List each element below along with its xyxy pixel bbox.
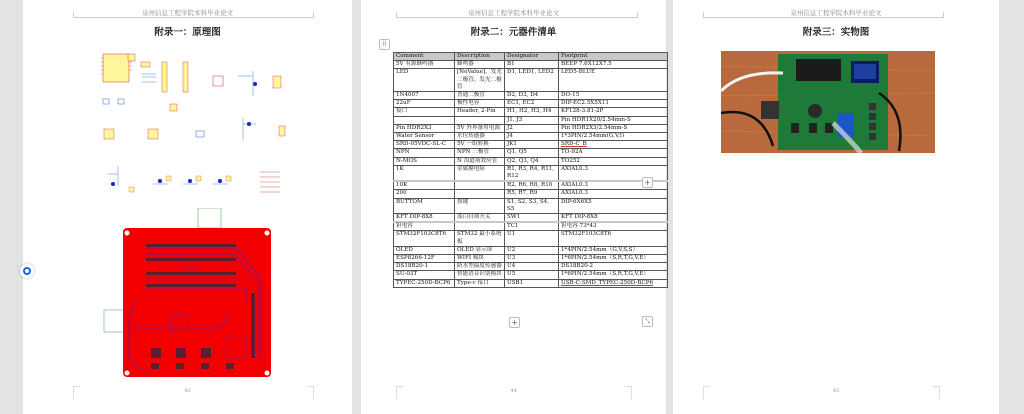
cell[interactable]: N-MOS xyxy=(394,157,455,165)
cell[interactable]: STM32F103C8T6 xyxy=(559,231,668,246)
table-row xyxy=(394,133,668,141)
cell[interactable]: SU-03T xyxy=(394,271,455,279)
table-row xyxy=(394,214,668,223)
cell[interactable]: 极性电容 xyxy=(455,100,505,108)
cell[interactable]: R1, R3, R4, R11, R12 xyxy=(505,165,559,181)
cell[interactable]: 蜂鸣器 xyxy=(455,61,505,69)
cell[interactable]: U3 xyxy=(505,255,559,263)
cell[interactable]: H1, H2, H3, H4 xyxy=(505,108,559,116)
cell[interactable]: BUTTOM xyxy=(394,198,455,213)
table-row xyxy=(394,157,668,165)
cell[interactable] xyxy=(455,190,505,198)
table-row xyxy=(394,263,668,271)
cell[interactable]: TC1 xyxy=(505,222,559,231)
table-row xyxy=(394,165,668,181)
page-title: 附录一：原理图 xyxy=(154,27,221,38)
cell[interactable]: D2, D3, D4 xyxy=(505,92,559,100)
cell[interactable] xyxy=(455,181,505,190)
table-row xyxy=(394,198,668,213)
page-number: 42 xyxy=(184,388,191,394)
cell[interactable]: 5V 有源蜂鸣器 xyxy=(394,61,455,69)
table-row xyxy=(394,271,668,279)
cell[interactable] xyxy=(455,222,505,231)
page-header: 泉州信息工程学院本科毕业论文 xyxy=(142,9,233,17)
cell[interactable]: DIP-6X6X5 xyxy=(559,198,668,213)
cell[interactable]: U5 xyxy=(505,271,559,279)
cell[interactable]: 10K xyxy=(394,181,455,190)
table-row xyxy=(394,116,668,124)
cell[interactable]: 防水型温度传感器 xyxy=(455,263,505,271)
page-title: 附录二：元器件清单 xyxy=(470,27,557,38)
cell[interactable]: LED5-BLUE xyxy=(559,69,668,92)
cell[interactable]: J2 xyxy=(505,124,559,132)
table-row xyxy=(394,141,668,149)
cell[interactable]: KFT DIP-8X8 xyxy=(559,214,668,223)
cell[interactable]: J4 xyxy=(505,133,559,141)
cell[interactable]: J1, J3 xyxy=(505,116,559,124)
cell[interactable]: Header, 2-Pin xyxy=(455,108,505,116)
page-appendix-2 xyxy=(361,0,666,414)
table-row xyxy=(394,279,668,287)
cell[interactable]: 1*3PIN/2.54mm(G,V,I) xyxy=(559,133,668,141)
cell[interactable] xyxy=(455,116,505,124)
bom-table xyxy=(393,52,668,288)
cell[interactable]: TO252 xyxy=(559,157,668,165)
header-corner xyxy=(73,12,74,18)
cell[interactable]: 金属膜电阻 xyxy=(455,165,505,181)
cell[interactable]: 1*4PIN/2.54mm（G,V,S,S） xyxy=(559,246,668,254)
table-row xyxy=(394,190,668,198)
cell[interactable]: WIFI 模块 xyxy=(455,255,505,263)
cell[interactable]: U4 xyxy=(505,263,559,271)
page-number: 45 xyxy=(832,388,840,394)
header-rule xyxy=(703,17,943,18)
cell[interactable]: SW1 xyxy=(505,214,559,223)
cell[interactable]: S1, S2, S3, S4, S5 xyxy=(505,198,559,213)
cell[interactable]: TO-92A xyxy=(559,149,668,157)
cell[interactable]: 钽电容 xyxy=(394,222,455,231)
column-header-designator: Designator xyxy=(505,53,559,61)
table-row xyxy=(394,149,668,157)
resize-table-handle[interactable]: ⤡ xyxy=(642,316,653,327)
header-corner xyxy=(637,12,638,18)
column-header-comment: Comment xyxy=(394,53,455,61)
page-appendix-1 xyxy=(23,0,352,414)
table-row xyxy=(394,92,668,100)
table-row xyxy=(394,100,668,108)
table-row xyxy=(394,255,668,263)
cell[interactable]: KF128-3.81-2P xyxy=(559,108,668,116)
cell[interactable]: U1 xyxy=(505,231,559,246)
column-header-footprint: Footprint xyxy=(559,53,668,61)
cell[interactable]: ESP8266-12F xyxy=(394,255,455,263)
header-corner xyxy=(703,12,704,18)
cell[interactable]: 接口 xyxy=(394,108,455,116)
table-row xyxy=(394,181,668,190)
table-row xyxy=(394,61,668,69)
cell[interactable]: AXIAL0.3 xyxy=(559,181,668,190)
table-row xyxy=(394,222,668,231)
cell[interactable]: STM32F103C8T6 xyxy=(394,231,455,246)
table-row xyxy=(394,231,668,246)
cell[interactable]: 22uF xyxy=(394,100,455,108)
page-appendix-3 xyxy=(673,0,999,414)
cell[interactable]: DIP-EC2.5X5X11 xyxy=(559,100,668,108)
page-title: 附录三：实物图 xyxy=(802,27,870,38)
cell[interactable]: U2 xyxy=(505,246,559,254)
cell[interactable]: Pin HDR1X20/2.54mm-S xyxy=(559,116,668,124)
cell[interactable]: Type-c 接口 xyxy=(455,279,505,287)
cell[interactable]: Pin HDR2X3/2.54mm-S xyxy=(559,124,668,132)
cell[interactable]: Water Sensor xyxy=(394,133,455,141)
cell[interactable]: 1K xyxy=(394,165,455,181)
cell[interactable]: 5V 一组转换 xyxy=(455,141,505,149)
cell[interactable]: NPN xyxy=(394,149,455,157)
table-drag-handle[interactable]: ⠿ xyxy=(379,39,390,50)
cell[interactable]: DS18B20-1 xyxy=(394,263,455,271)
cell[interactable]: 蓝白自锁开关 xyxy=(455,214,505,223)
add-column-button[interactable]: + xyxy=(642,177,653,188)
header-corner xyxy=(313,12,314,18)
cell[interactable]: OLED xyxy=(394,246,455,254)
cell[interactable]: EC1, EC2 xyxy=(505,100,559,108)
cell[interactable]: DO-15 xyxy=(559,92,668,100)
add-row-button[interactable]: + xyxy=(509,317,520,328)
page-number: 44 xyxy=(510,388,517,394)
cell[interactable]: LED xyxy=(394,69,455,92)
cell[interactable]: R5, R7, R9 xyxy=(505,190,559,198)
cell[interactable]: 普通二极管 xyxy=(455,92,505,100)
hardware-photo[interactable] xyxy=(721,51,935,153)
cell[interactable]: DS18B20-2 xyxy=(559,263,668,271)
cell[interactable]: 智能语音识别模块 xyxy=(455,271,505,279)
cell[interactable]: Q1, Q5 xyxy=(505,149,559,157)
cell[interactable]: AXIAL0.3 xyxy=(559,165,668,181)
cell[interactable]: N 沟道场效应管 xyxy=(455,157,505,165)
cell[interactable]: 水位传感器 xyxy=(455,133,505,141)
table-row xyxy=(394,108,668,116)
cell[interactable]: B1 xyxy=(505,61,559,69)
cell[interactable] xyxy=(394,116,455,124)
table-row xyxy=(394,69,668,92)
table-row xyxy=(394,124,668,132)
cell[interactable]: OLED 显示屏 xyxy=(455,246,505,254)
header-rule xyxy=(73,17,313,18)
cell[interactable]: 1*6PIN/2.54mm（S,R,T,G,V,E） xyxy=(559,271,668,279)
cell[interactable]: 200 xyxy=(394,190,455,198)
cell[interactable]: Q2, Q3, Q4 xyxy=(505,157,559,165)
cell[interactable]: 钽电容 73*43 xyxy=(559,222,668,231)
cell[interactable]: 1N4007 xyxy=(394,92,455,100)
pcb-layout xyxy=(101,208,276,378)
schematic-diagram xyxy=(98,46,303,206)
cell[interactable]: SRD-05VDC-SL-C xyxy=(394,141,455,149)
cell[interactable]: [NoValue]、发光二极管、发光二极管 xyxy=(455,69,505,92)
cell[interactable]: USB-C-SMD_TYPEC-250D-BCP6 xyxy=(559,279,668,287)
cell[interactable]: AXIAL0.3 xyxy=(559,190,668,198)
cell[interactable]: BEEP 7.6X12X7.5 xyxy=(559,61,668,69)
cell[interactable]: Pin HDR2X3 xyxy=(394,124,455,132)
table-row xyxy=(394,246,668,254)
cell[interactable]: 按键 xyxy=(455,198,505,213)
page-header: 泉州信息工程学院本科毕业论文 xyxy=(468,9,559,17)
cell[interactable]: 5V 外界备用电源 xyxy=(455,124,505,132)
cell[interactable]: STM32 最小系统板 xyxy=(455,231,505,246)
cell[interactable]: KFT DIP-8X8 xyxy=(394,214,455,223)
cell[interactable]: TYPEC-250D-BCP6 xyxy=(394,279,455,287)
cell[interactable]: NPN 三极管 xyxy=(455,149,505,157)
header-corner xyxy=(396,12,397,18)
cell[interactable]: USB1 xyxy=(505,279,559,287)
cell[interactable]: 1*6PIN/2.54mm（S,R,T,G,V,E） xyxy=(559,255,668,263)
cell[interactable]: SRD-C_B xyxy=(559,141,668,149)
header-rule xyxy=(396,17,637,18)
column-header-description: Description xyxy=(455,53,505,61)
table-header-row xyxy=(394,53,668,61)
cell[interactable]: D1, LED1, LED2 xyxy=(505,69,559,92)
page-header: 泉州信息工程学院本科毕业论文 xyxy=(790,9,882,17)
cell[interactable]: JK1 xyxy=(505,141,559,149)
cell[interactable]: R2, R6, R8, R10 xyxy=(505,181,559,190)
floating-assistant-button[interactable] xyxy=(20,264,34,278)
header-corner xyxy=(943,12,944,18)
